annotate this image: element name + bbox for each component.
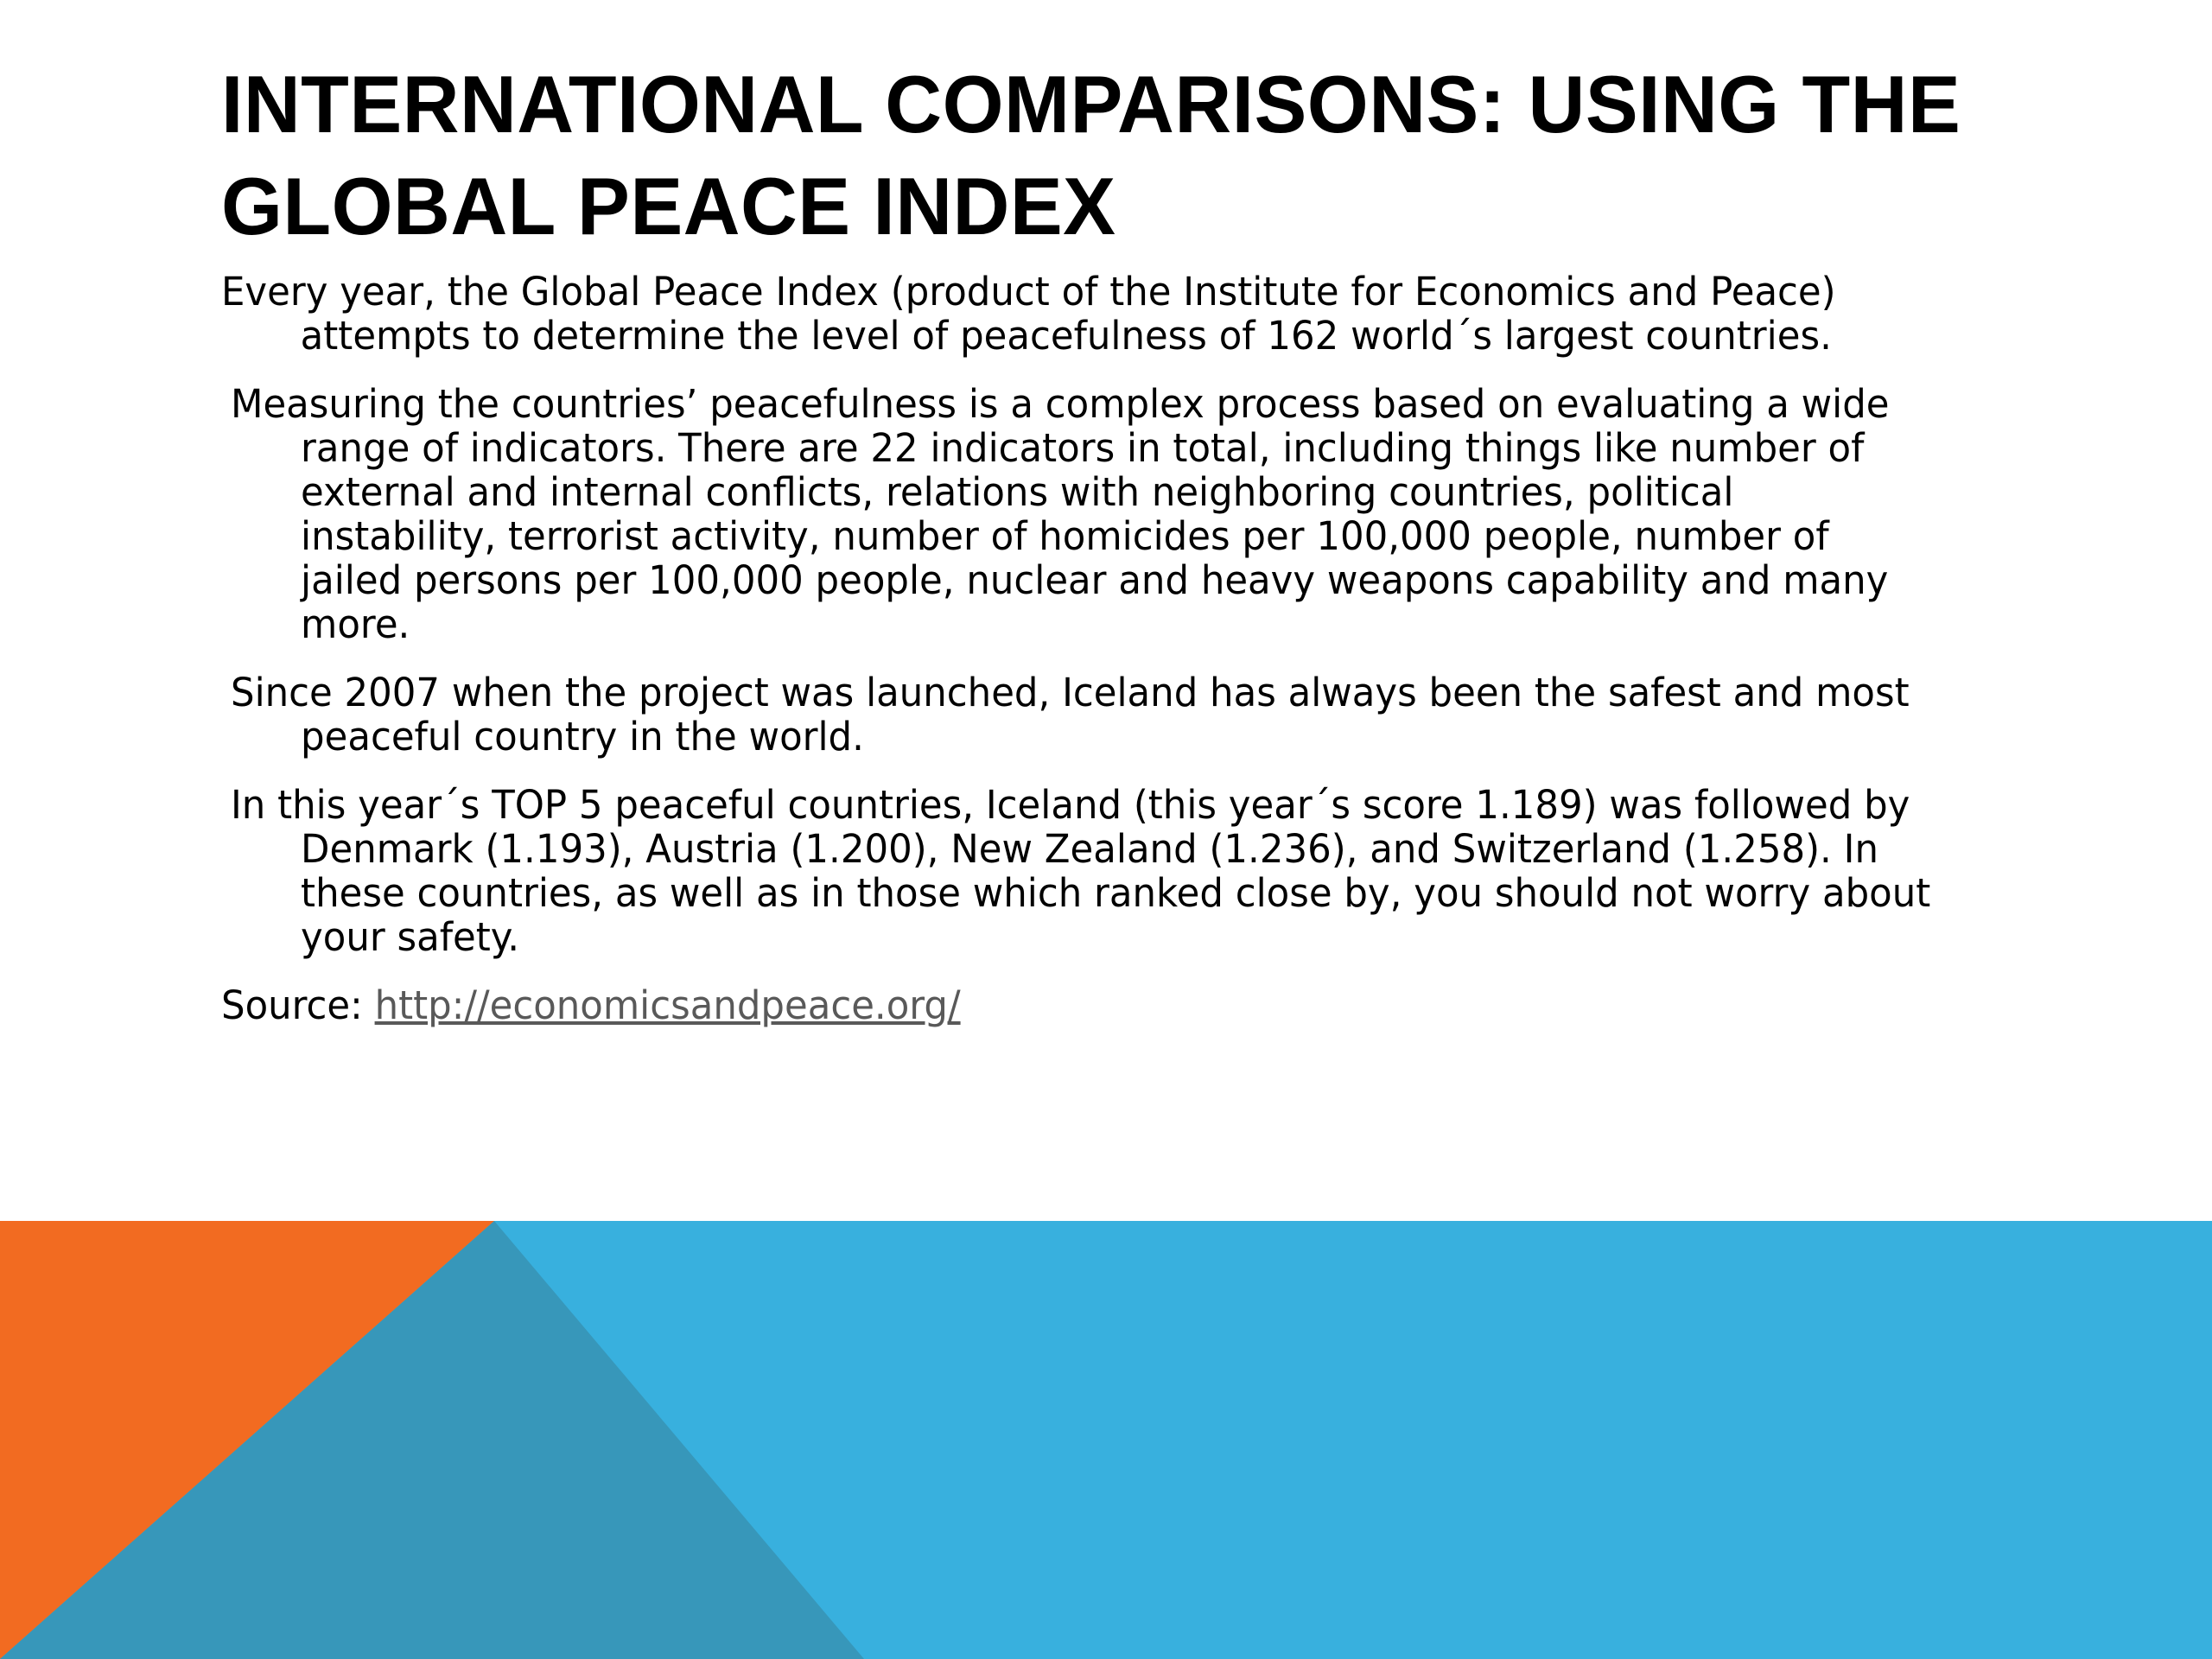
slide-body [221,270,2001,1027]
source-link[interactable]: http://economicsandpeace.org/ [374,982,961,1028]
paragraph-iceland: Since 2007 when the project was launched, Iceland has always been the safest and most peaceful country in the world. [231,670,1910,760]
paragraph-measuring: Measuring the countries’ peacefulness is a complex process based on evaluating a wide range of indicators. There are 22 indicators in total, including things like number of external and internal conflicts, relations with neighboring countries, political instability, terrorist activity, number of homicides per 100,000 people, number of jailed persons per 100,000 people, nuclear and heavy weapons capability and many more. [231,381,1890,647]
footer-decoration [0,1221,2212,1659]
slide-title: INTERNATIONAL COMPARISONS: USING THE GLOBAL PEACE INDEX [221,59,1961,251]
paragraph-intro: Every year, the Global Peace Index (product of the Institute for Economics and Peace) attempts to determine the level of peacefulness of 162 world´s largest countries. [221,269,1836,359]
source-label: Source: [221,982,375,1028]
paragraph-top5: In this year´s TOP 5 peaceful countries, Iceland (this year´s score 1.189) was followed by Denmark (1.193), Austria (1.200), New Zealand (1.236), and Switzerland (1.258). In these countries, as well as in those which ranked close by, you should not worry about your safety. [231,782,1931,960]
source-line [221,983,1939,1027]
